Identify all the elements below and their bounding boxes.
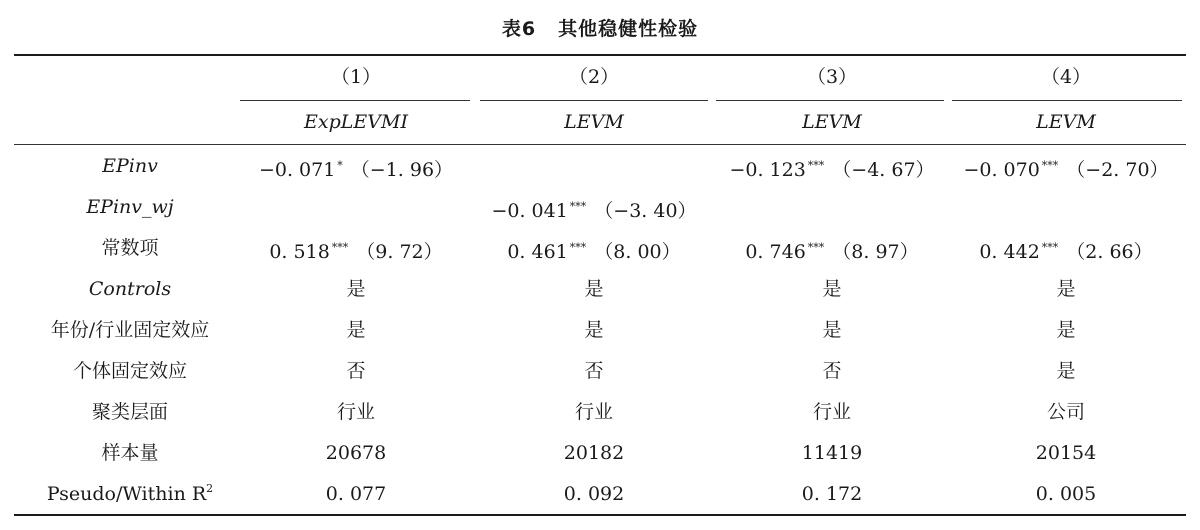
cell-constant-2 <box>476 228 712 268</box>
cell-individual-fe-1: 否 <box>346 360 366 382</box>
bottom-rule <box>14 514 1186 516</box>
column-header-2: （2） <box>568 66 620 88</box>
dependent-var-3: LEVM <box>802 111 862 133</box>
r2-label-text: Pseudo/Within R <box>46 483 207 505</box>
row-label-individual-fe: 个体固定效应 <box>72 360 187 382</box>
row-label-sample-size: 样本量 <box>101 442 159 464</box>
cell-r2-1: 0. 077 <box>325 483 387 505</box>
cell-epinv-wj-2 <box>476 187 712 227</box>
cell-year-industry-fe-2: 是 <box>584 319 604 341</box>
cell-r2-2: 0. 092 <box>563 483 625 505</box>
cell-year-industry-fe-1: 是 <box>346 319 366 341</box>
coef: 0. 518 <box>269 241 330 263</box>
dependent-var-2: LEVM <box>564 111 624 133</box>
cell-controls-2: 是 <box>584 278 604 300</box>
cell-cluster-3: 行业 <box>812 401 851 423</box>
column-subrule-4 <box>952 100 1182 101</box>
cell-r2-3: 0. 172 <box>801 483 863 505</box>
significance-stars: *** <box>807 241 825 254</box>
t-stat: （8. 97） <box>832 241 919 263</box>
t-stat: （−4. 67） <box>832 159 935 181</box>
coef: −0. 123 <box>729 159 806 181</box>
row-label-year-industry-fe: 年份/行业固定效应 <box>50 319 210 341</box>
t-stat: （−3. 40） <box>594 200 697 222</box>
column-header-3: （3） <box>806 66 858 88</box>
cell-cluster-4: 公司 <box>1046 401 1085 423</box>
significance-stars: *** <box>569 200 587 213</box>
row-label-cluster: 聚类层面 <box>91 401 168 423</box>
cell-cluster-1: 行业 <box>336 401 375 423</box>
cell-controls-3: 是 <box>822 278 842 300</box>
significance-stars: *** <box>569 241 587 254</box>
cell-sample-size-4: 20154 <box>1035 442 1097 464</box>
cell-cluster-2: 行业 <box>574 401 613 423</box>
cell-controls-4: 是 <box>1056 278 1076 300</box>
t-stat: （2. 66） <box>1066 241 1153 263</box>
t-stat: （−1. 96） <box>350 159 454 181</box>
t-stat: （−2. 70） <box>1066 159 1169 181</box>
cell-epinv-1 <box>240 146 472 186</box>
cell-constant-3 <box>714 228 950 268</box>
significance-stars: *** <box>807 159 825 172</box>
coef: −0. 070 <box>963 159 1040 181</box>
cell-year-industry-fe-4: 是 <box>1056 319 1076 341</box>
cell-constant-1 <box>240 228 472 268</box>
cell-constant-4 <box>950 228 1182 268</box>
cell-epinv-3 <box>714 146 950 186</box>
r2-superscript: 2 <box>206 482 214 495</box>
coef: 0. 746 <box>745 241 806 263</box>
significance-stars: *** <box>1041 241 1059 254</box>
column-subrule-3 <box>716 100 944 101</box>
significance-stars: * <box>337 159 343 172</box>
cell-controls-1: 是 <box>346 278 366 300</box>
cell-individual-fe-4: 是 <box>1056 360 1076 382</box>
dependent-var-4: LEVM <box>1036 111 1096 133</box>
coef: 0. 461 <box>507 241 568 263</box>
top-rule <box>14 54 1186 56</box>
cell-year-industry-fe-3: 是 <box>822 319 842 341</box>
cell-sample-size-3: 11419 <box>801 442 863 464</box>
cell-sample-size-2: 20182 <box>563 442 625 464</box>
row-label-epinv: EPinv <box>102 155 158 177</box>
cell-individual-fe-3: 否 <box>822 360 842 382</box>
column-subrule-2 <box>480 100 708 101</box>
row-label-epinv-wj: EPinv_wj <box>86 196 174 218</box>
cell-r2-4: 0. 005 <box>1035 483 1097 505</box>
t-stat: （8. 00） <box>594 241 681 263</box>
cell-epinv-4 <box>950 146 1182 186</box>
coef: −0. 041 <box>491 200 568 222</box>
column-header-4: （4） <box>1040 66 1092 88</box>
column-subrule-1 <box>240 100 470 101</box>
row-label-controls: Controls <box>88 278 172 300</box>
row-label-r2 <box>20 474 240 514</box>
header-rule <box>14 144 1186 145</box>
column-header-1: （1） <box>330 66 382 88</box>
row-label-constant: 常数项 <box>101 237 159 259</box>
table-caption <box>0 14 1200 41</box>
coef: −0. 071 <box>258 159 336 181</box>
t-stat: （9. 72） <box>356 241 443 263</box>
table-title: 其他稳健性检验 <box>558 18 699 40</box>
table-number: 表6 <box>501 18 537 40</box>
dependent-var-1: ExpLEVMI <box>304 111 408 133</box>
cell-individual-fe-2: 否 <box>584 360 604 382</box>
significance-stars: *** <box>331 241 349 254</box>
cell-sample-size-1: 20678 <box>325 442 387 464</box>
coef: 0. 442 <box>979 241 1040 263</box>
significance-stars: *** <box>1041 159 1059 172</box>
